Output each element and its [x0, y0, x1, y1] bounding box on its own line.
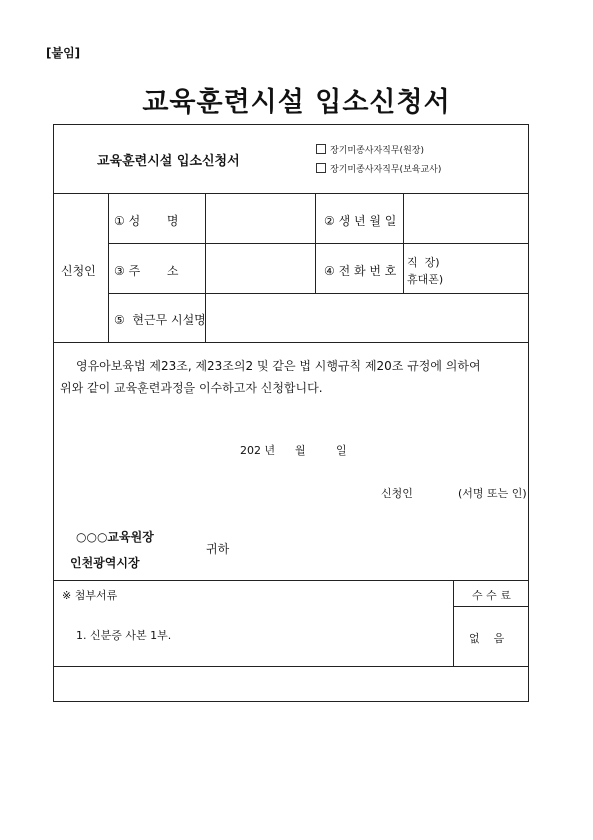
- workplace-field[interactable]: [207, 295, 527, 341]
- divider: [403, 193, 404, 293]
- divider: [453, 606, 529, 607]
- recipient-prefix: ○○○: [76, 530, 108, 544]
- option-director[interactable]: [316, 143, 424, 156]
- checkbox-icon[interactable]: [316, 144, 326, 154]
- date-day: 일: [336, 444, 347, 457]
- divider: [108, 243, 529, 244]
- recipient-line-2: 인천광역시장: [70, 556, 140, 570]
- fee-value: 없 음: [469, 632, 505, 645]
- divider: [453, 580, 454, 666]
- divider: [315, 193, 316, 293]
- option-label: 장기미종사자직무(원장): [330, 146, 424, 156]
- option-teacher[interactable]: [316, 162, 441, 175]
- phone-label: ④ 전 화 번 호: [324, 264, 397, 278]
- divider: [53, 666, 529, 667]
- date-month: 월: [295, 444, 306, 457]
- divider: [108, 193, 109, 342]
- attachment-label: [붙임]: [46, 46, 81, 60]
- applicant-signature-label: 신청인: [381, 487, 413, 500]
- recipient-line-1: [76, 528, 154, 545]
- signature-hint: (서명 또는 인): [458, 487, 527, 500]
- name-field[interactable]: [207, 195, 314, 242]
- birthdate-field[interactable]: [405, 195, 527, 242]
- recipient-title: 교육원장: [107, 530, 154, 544]
- statement-line-1: 영유아보육법 제23조, 제23조의2 및 같은 법 시행규칙 제20조 규정에 의하여: [76, 359, 481, 373]
- document-title: 교육훈련시설 입소신청서: [142, 87, 451, 118]
- checkbox-icon[interactable]: [316, 163, 326, 173]
- attachments-header: ※ 첨부서류: [62, 589, 118, 602]
- name-label: ① 성 명: [114, 214, 179, 228]
- phone-mobile-label: 휴대폰): [407, 273, 444, 286]
- divider: [108, 293, 529, 294]
- form-header-title: 교육훈련시설 입소신청서: [97, 154, 240, 169]
- address-label: ③ 주 소: [114, 264, 179, 278]
- fee-label: 수 수 료: [472, 589, 511, 602]
- birthdate-label: ② 생 년 월 일: [324, 214, 397, 228]
- recipient-suffix: 귀하: [206, 542, 230, 556]
- date-year: 202 년: [240, 444, 276, 457]
- divider: [53, 342, 529, 343]
- phone-work-label: 직 장): [407, 256, 440, 269]
- option-label: 장기미종사자직무(보육교사): [330, 165, 442, 175]
- workplace-label: ⑤ 현근무 시설명: [114, 313, 206, 327]
- applicant-section-label: 신청인: [61, 264, 96, 278]
- attachment-item: 1. 신분증 사본 1부.: [76, 629, 172, 642]
- divider: [53, 193, 529, 194]
- statement-line-2: 위와 같이 교육훈련과정을 이수하고자 신청합니다.: [60, 381, 323, 395]
- address-field[interactable]: [207, 245, 314, 292]
- divider: [53, 580, 529, 581]
